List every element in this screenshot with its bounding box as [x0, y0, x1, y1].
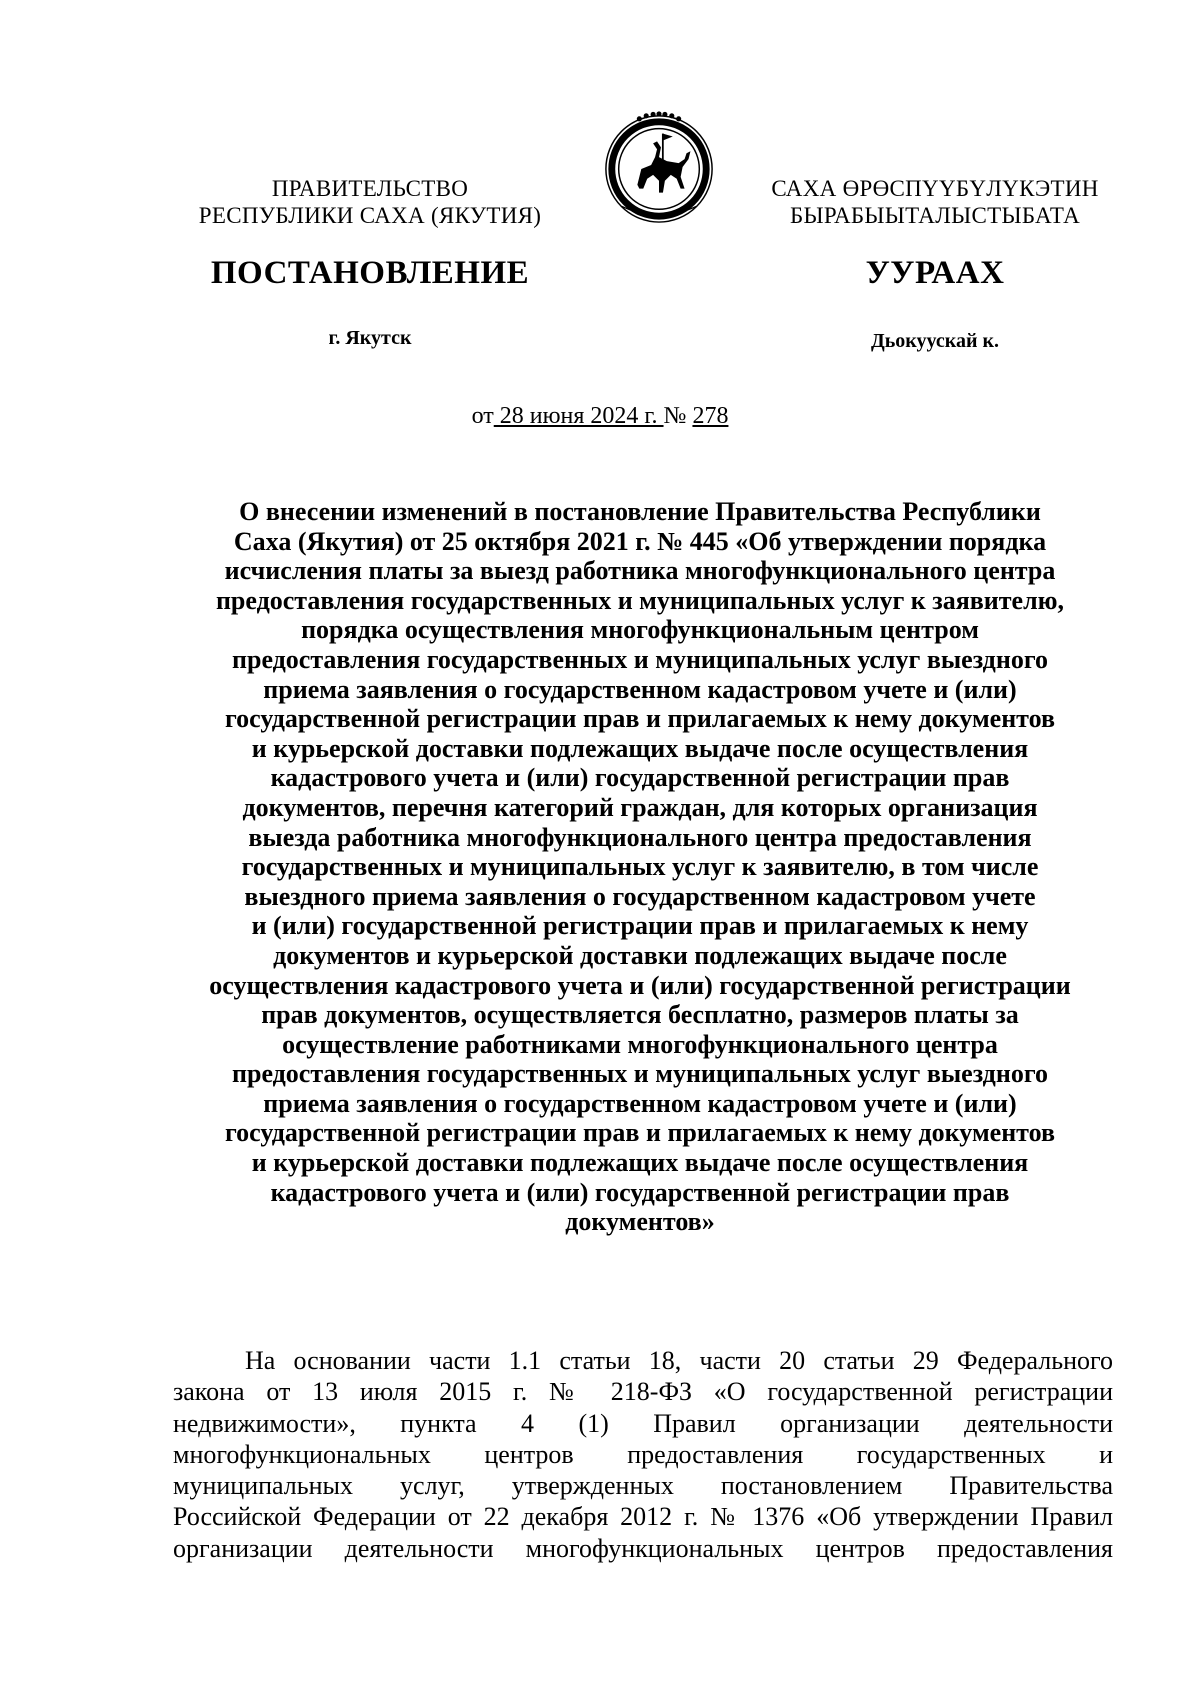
- body-line: многофункциональных центров предоставления государственных и: [173, 1439, 1113, 1469]
- body-line: организации деятельности многофункциональных центров предоставления: [173, 1533, 1113, 1563]
- body-line: На основании части 1.1 статьи 18, части 20 статьи 29 Федерального: [245, 1346, 1113, 1375]
- date-prefix: от: [471, 403, 494, 429]
- title-line: государственной регистрации прав и прилагаемых к нему документов: [225, 1118, 1055, 1148]
- document-number: 278: [692, 403, 729, 429]
- title-line: документов, перечня категорий граждан, для которых организация: [242, 792, 1038, 822]
- body-line: муниципальных услуг, утвержденных постановлением Правительства: [173, 1471, 1113, 1501]
- issuer-russian-line-1: ПРАВИТЕЛЬСТВО: [271, 176, 469, 201]
- title-line: предоставления государственных и муниципальных услуг к заявителю,: [215, 585, 1065, 615]
- title-line: предоставления государственных и муниципальных услуг выездного: [232, 1059, 1048, 1089]
- title-line: прав документов, осуществляется бесплатно, размеров платы за: [261, 1000, 1019, 1030]
- document-date: 28 июня 2024 г.: [493, 403, 664, 429]
- title-line: приема заявления о государственном кадастровом учете и (или): [263, 674, 1017, 704]
- document-date-number: [0, 403, 1200, 430]
- issuer-yakut-line-1: САХА ӨРӨСПҮҮБҮЛҮКЭТИН: [771, 176, 1099, 201]
- document-title: [160, 497, 1120, 1237]
- title-line: Саха (Якутия) от 25 октября 2021 г. № 445 «Об утверждении порядка: [233, 526, 1047, 556]
- body-line: Российской Федерации от 22 декабря 2012 г. № 1376 «Об утверждении Правил: [173, 1502, 1113, 1532]
- body-paragraph: [173, 1345, 1113, 1564]
- title-line: выезда работника многофункционального центра предоставления: [248, 822, 1032, 852]
- issuer-russian: [170, 175, 570, 229]
- doc-type-yakut: УУРААХ: [865, 255, 1005, 291]
- title-line: О внесении изменений в постановление Правительства Республики: [239, 497, 1041, 526]
- issuer-yakut: [755, 175, 1115, 229]
- number-sign: №: [663, 403, 693, 429]
- title-line: кадастрового учета и (или) государственной регистрации прав: [270, 763, 1010, 793]
- title-line: осуществления кадастрового учета и (или) государственной регистрации: [209, 970, 1071, 1000]
- city-yakut: Дьокуускай к.: [870, 330, 1000, 352]
- title-line: государственной регистрации прав и прилагаемых к нему документов: [225, 704, 1055, 734]
- title-line: осуществление работниками многофункционального центра: [282, 1029, 998, 1059]
- title-line: и курьерской доставки подлежащих выдаче после осуществления: [251, 1148, 1029, 1178]
- doc-type-russian: ПОСТАНОВЛЕНИЕ: [210, 255, 530, 291]
- issuer-russian-line-2: РЕСПУБЛИКИ САХА (ЯКУТИЯ): [198, 203, 542, 228]
- body-line: закона от 13 июля 2015 г. № 218-ФЗ «О государственной регистрации: [173, 1377, 1113, 1407]
- issuer-yakut-line-2: БЫРАБЫЫТАЛЫСТЫБАТА: [789, 203, 1081, 228]
- city-russian: г. Якутск: [328, 327, 412, 349]
- body-line: недвижимости», пункта 4 (1) Правил организации деятельности: [173, 1408, 1113, 1438]
- coat-of-arms-emblem-icon: [600, 108, 718, 226]
- title-line: и курьерской доставки подлежащих выдаче после осуществления: [251, 733, 1029, 763]
- title-line: и (или) государственной регистрации прав и прилагаемых к нему: [251, 911, 1029, 941]
- title-line: порядка осуществления многофункциональным центром: [301, 615, 979, 645]
- title-line: предоставления государственных и муниципальных услуг выездного: [232, 644, 1048, 674]
- title-line: государственных и муниципальных услуг к заявителю, в том числе: [241, 852, 1039, 882]
- title-line: документов и курьерской доставки подлежащих выдаче после: [273, 940, 1007, 970]
- title-line: кадастрового учета и (или) государственной регистрации прав: [270, 1177, 1010, 1207]
- title-line: приема заявления о государственном кадастровом учете и (или): [263, 1088, 1017, 1118]
- title-line: выездного приема заявления о государственном кадастровом учете: [244, 881, 1036, 911]
- title-line: исчисления платы за выезд работника многофункционального центра: [224, 556, 1056, 586]
- title-line: документов»: [565, 1207, 715, 1237]
